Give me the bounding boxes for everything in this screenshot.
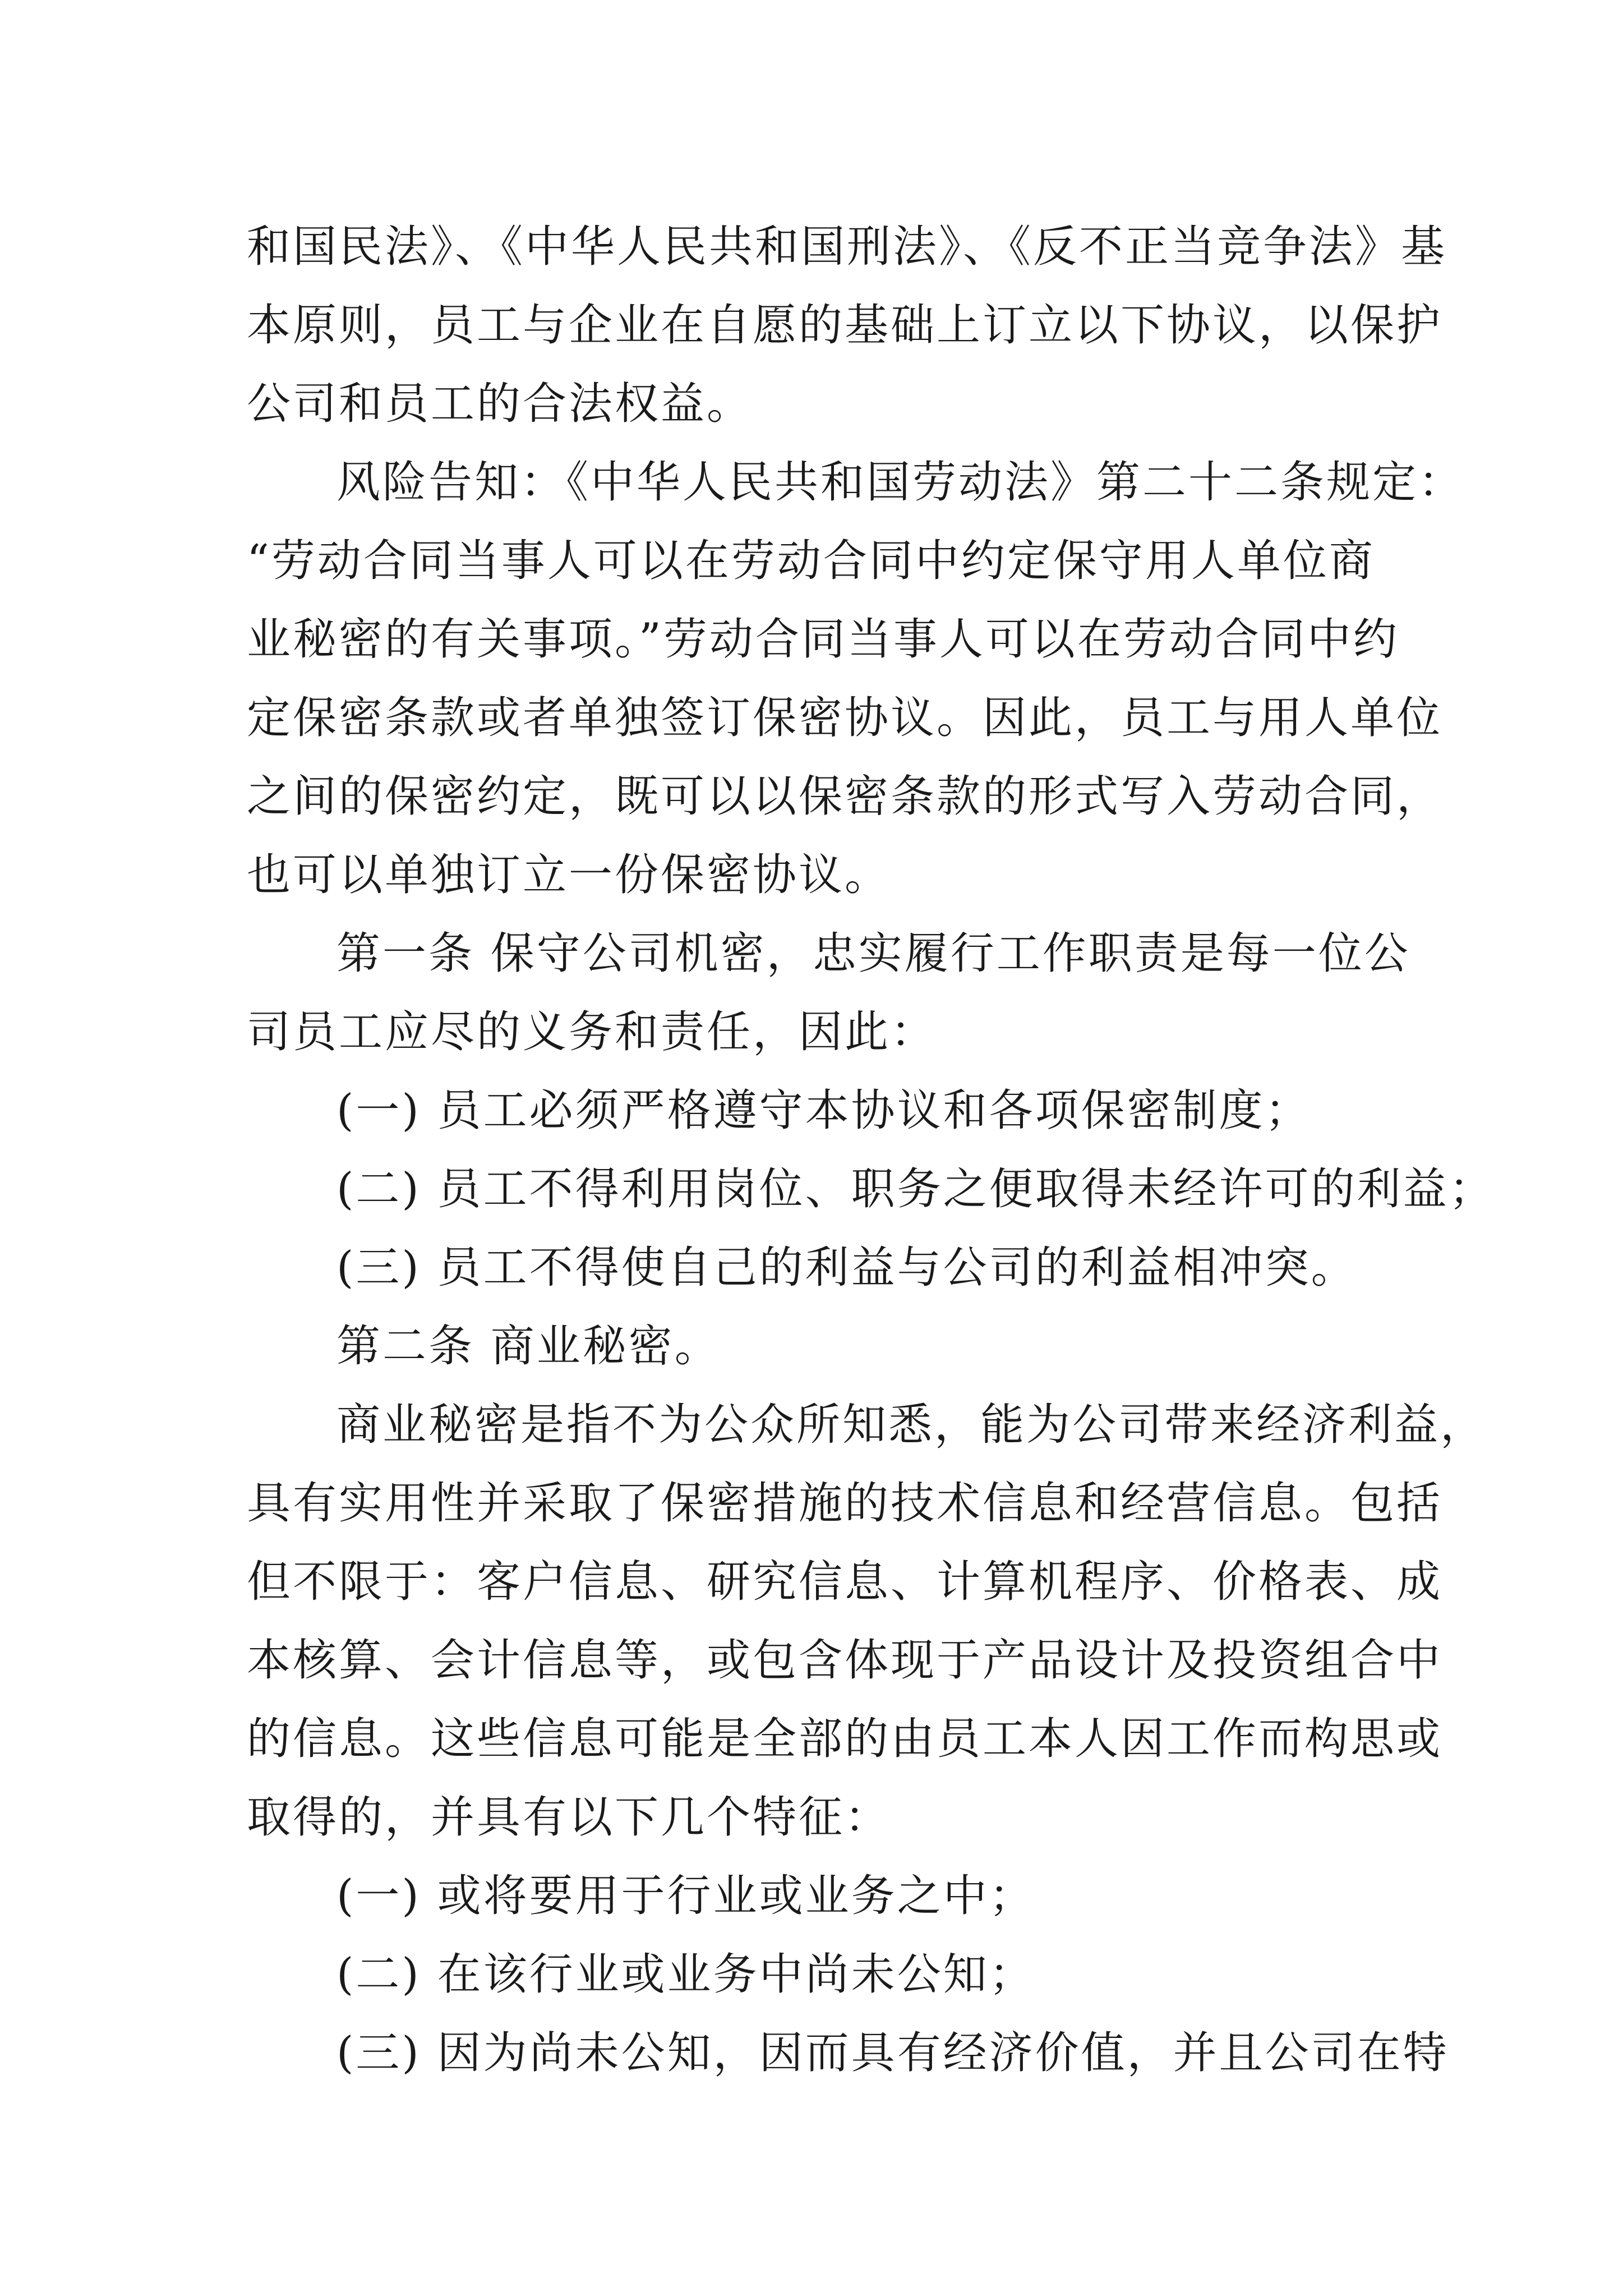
text-line: 定保密条款或者单独签订保密协议。因此，员工与用人单位 bbox=[247, 693, 1443, 743]
list-item: (二) 在该行业或业务中尚未公知； bbox=[336, 1949, 1035, 2000]
text-line: 但不限于：客户信息、研究信息、计算机程序、价格表、成 bbox=[247, 1557, 1443, 1607]
article-2-heading: 第二条 商业秘密。 bbox=[336, 1321, 721, 1372]
text-line: 司员工应尽的义务和责任，因此： bbox=[247, 1007, 937, 1057]
list-item: (二) 员工不得利用岗位、职务之便取得未经许可的利益； bbox=[336, 1164, 1495, 1214]
text-line: 和国民法》、《中华人民共和国刑法》、《反不正当竞争法》基 bbox=[247, 222, 1447, 272]
text-line: 也可以单独订立一份保密协议。 bbox=[247, 850, 891, 900]
text-line: 本核算、会计信息等，或包含体现于产品设计及投资组合中 bbox=[247, 1635, 1443, 1686]
text-line: “劳动合同当事人可以在劳动合同中约定保守用人单位商 bbox=[247, 536, 1375, 586]
list-item: (一) 员工必须严格遵守本协议和各项保密制度； bbox=[336, 1085, 1311, 1136]
text-line: 的信息。这些信息可能是全部的由员工本人因工作而构思或 bbox=[247, 1714, 1443, 1764]
text-line: 业秘密的有关事项。”劳动合同当事人可以在劳动合同中约 bbox=[247, 614, 1399, 665]
paragraph-risk-notice: 风险告知：《中华人民共和国劳动法》第二十二条规定： bbox=[336, 457, 1465, 508]
list-item: (一) 或将要用于行业或业务之中； bbox=[336, 1871, 1035, 1921]
text-line: 取得的，并具有以下几个特征： bbox=[247, 1792, 891, 1843]
text-line: 具有实用性并采取了保密措施的技术信息和经营信息。包括 bbox=[247, 1478, 1443, 1529]
list-item: (三) 因为尚未公知，因而具有经济价值，并且公司在特 bbox=[336, 2028, 1449, 2078]
paragraph-trade-secret: 商业秘密是指不为公众所知悉，能为公司带来经济利益， bbox=[336, 1400, 1487, 1450]
list-item: (三) 员工不得使自己的利益与公司的利益相冲突。 bbox=[336, 1243, 1357, 1293]
text-line: 之间的保密约定，既可以以保密条款的形式写入劳动合同， bbox=[247, 771, 1443, 822]
text-line: 公司和员工的合法权益。 bbox=[247, 379, 753, 429]
article-1-heading: 第一条 保守公司机密，忠实履行工作职责是每一位公 bbox=[336, 928, 1410, 979]
text-line: 本原则，员工与企业在自愿的基础上订立以下协议，以保护 bbox=[247, 300, 1443, 351]
